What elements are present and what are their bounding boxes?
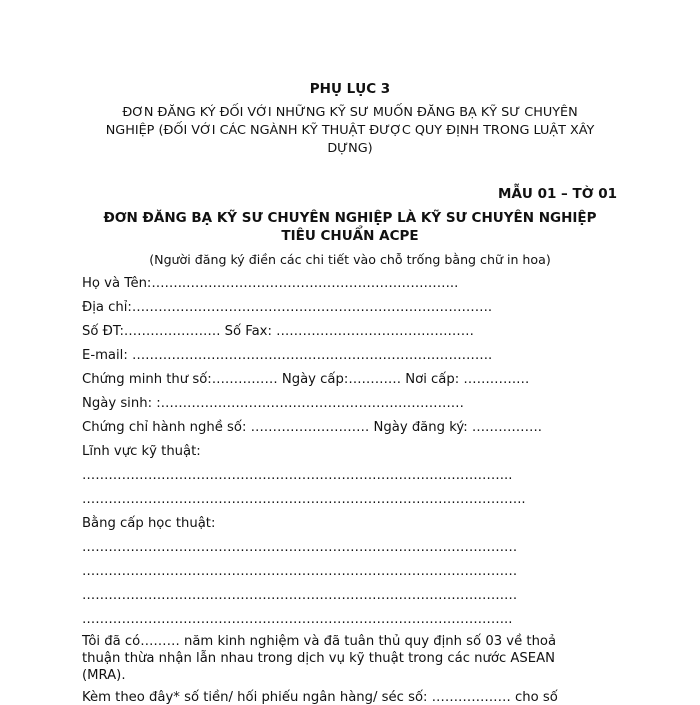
engineering-field-line: …………………………………………………………………………………….. bbox=[82, 468, 513, 483]
degree-line: ……………………………………………………………………………………… bbox=[82, 588, 518, 603]
form-title-line-2: TIÊU CHUẨN ACPE bbox=[281, 228, 419, 244]
attachment-line: Kèm theo đây* số tiền/ hối phiếu ngân hàng/ séc số: ……………… cho số bbox=[82, 690, 558, 705]
appendix-subtitle-line-2: NGHIỆP (ĐỐI VỚI CÁC NGÀNH KỸ THUẬT ĐƯỢC QUY ĐỊNH TRONG LUẬT XÂY bbox=[105, 123, 595, 138]
engineering-field-line: ……………………………………………………………………………………….. bbox=[82, 492, 526, 507]
appendix-title: PHỤ LỤC 3 bbox=[309, 81, 391, 97]
appendix-subtitle-line-1: ĐƠN ĐĂNG KÝ ĐỐI VỚI NHỮNG KỸ SƯ MUỐN ĐĂNG BẠ KỸ SƯ CHUYÊN bbox=[122, 105, 578, 120]
id-card-field: Chứng minh thư số:…………… Ngày cấp:………… Nơi cấp: …………… bbox=[82, 372, 530, 387]
degree-label: Bằng cấp học thuật: bbox=[82, 516, 216, 531]
birth-date-field: Ngày sinh: :…………………………………………………………… bbox=[82, 396, 464, 411]
form-code: MẪU 01 – TỜ 01 bbox=[498, 186, 617, 202]
engineering-field-label: Lĩnh vực kỹ thuật: bbox=[82, 444, 201, 459]
statement-line-1: Tôi đã có……… năm kinh nghiệm và đã tuân thủ quy định số 03 về thoả bbox=[82, 634, 557, 649]
degree-line: ……………………………………………………………………………………… bbox=[82, 540, 518, 555]
email-field: E-mail: ………………………………………………………………………. bbox=[82, 348, 493, 363]
statement-line-2: thuận thừa nhận lẫn nhau trong dịch vụ kỹ thuật trong các nước ASEAN bbox=[82, 651, 556, 666]
instruction-text: (Người đăng ký điền các chi tiết vào chỗ trống bằng chữ in hoa) bbox=[149, 252, 551, 267]
address-field: Địa chỉ:………………………………………………………………………. bbox=[82, 300, 493, 315]
degree-line: ……………………………………………………………………………………… bbox=[82, 564, 518, 579]
appendix-subtitle-line-3: DỰNG) bbox=[327, 141, 373, 156]
degree-line: …………………………………………………………………………………….. bbox=[82, 612, 513, 627]
phone-fax-field: Số ĐT:…………………. Số Fax: ……………………………………… bbox=[82, 324, 474, 339]
form-title-line-1: ĐƠN ĐĂNG BẠ KỸ SƯ CHUYÊN NGHIỆP LÀ KỸ SƯ CHUYÊN NGHIỆP bbox=[103, 210, 597, 226]
full-name-field: Họ và Tên:……..…………………………………………………….. bbox=[82, 276, 459, 291]
certificate-field: Chứng chỉ hành nghề số: ……………………… Ngày đăng ký: ……………. bbox=[82, 420, 542, 435]
statement-line-3: (MRA). bbox=[82, 668, 126, 683]
